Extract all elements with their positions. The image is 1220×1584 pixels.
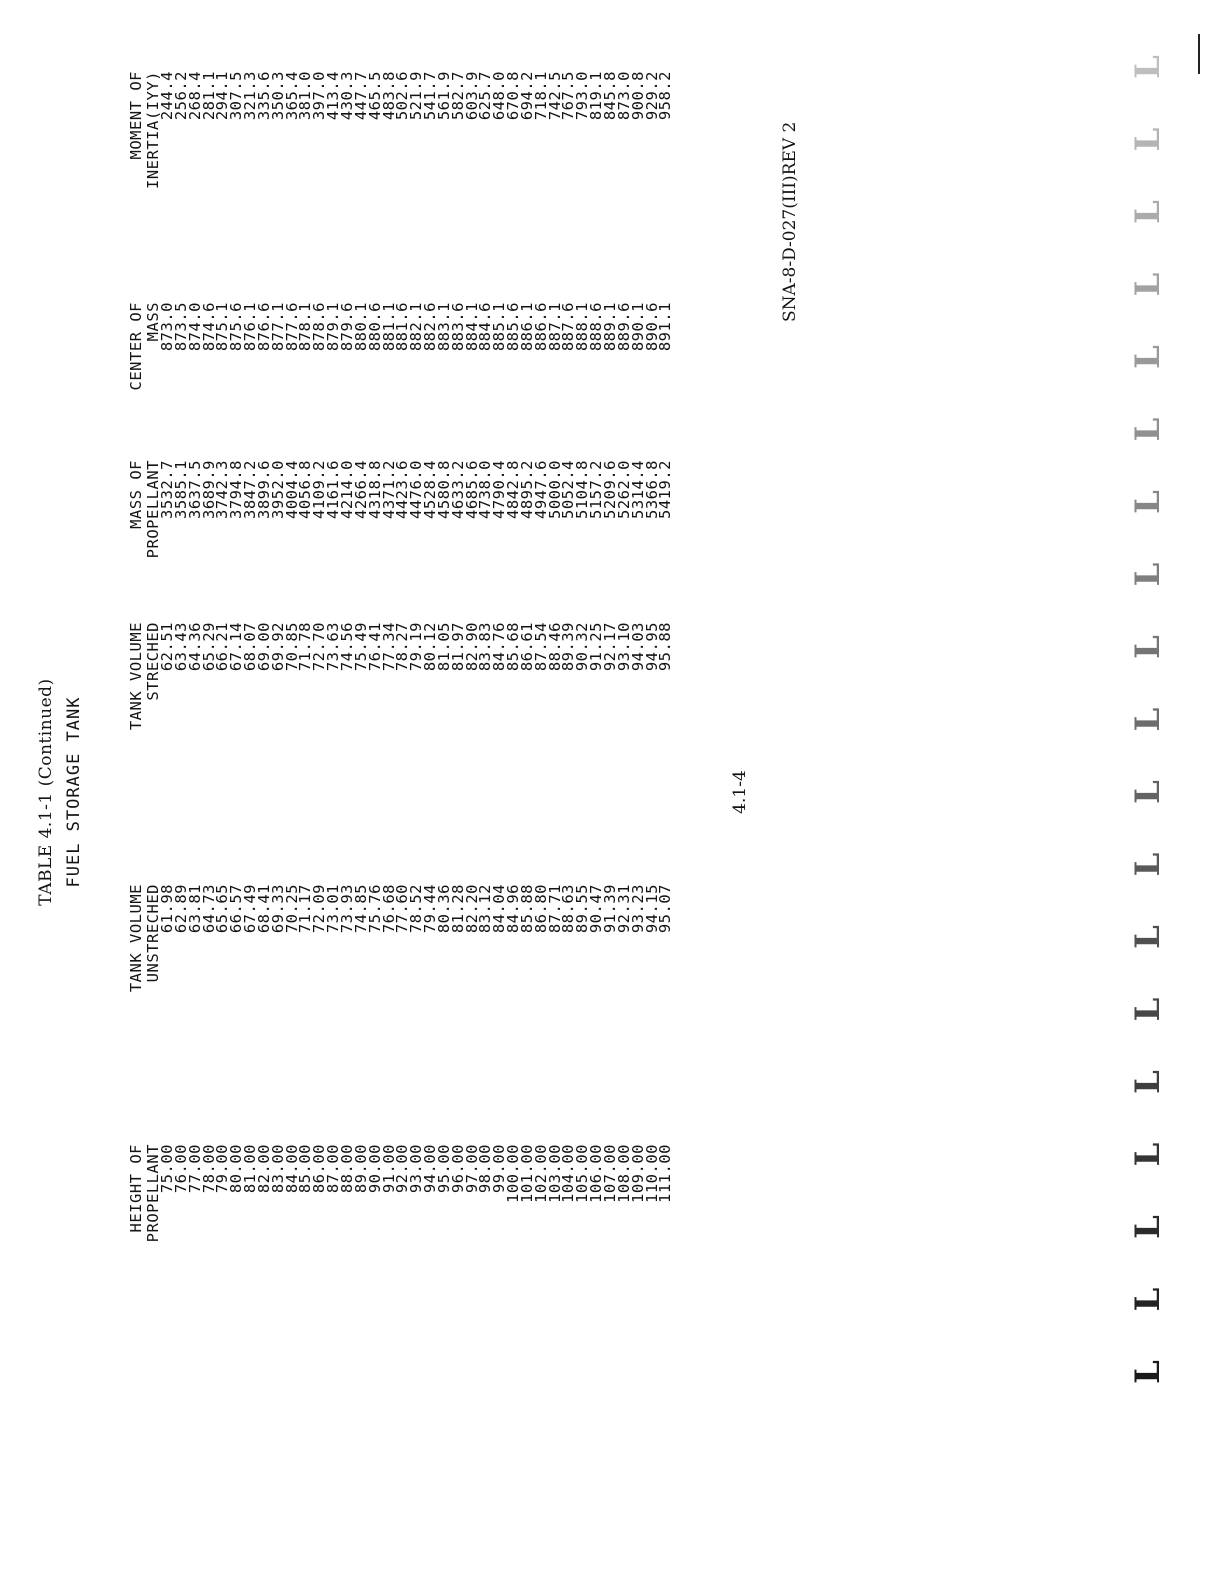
binding-mark: L — [1128, 1215, 1168, 1239]
table-cell: 108.00 — [614, 1144, 633, 1203]
column-header: TANK VOLUME STRECHED — [127, 622, 162, 731]
table-cell: 96.00 — [448, 1144, 467, 1194]
table-cell: 882.6 — [421, 302, 440, 352]
binding-mark: L — [1128, 1070, 1168, 1094]
table-cell: 4371.2 — [379, 460, 398, 519]
table-cell: 3637.5 — [185, 460, 204, 519]
table-cell: 4266.4 — [351, 460, 370, 519]
table-cell: 5104.8 — [573, 460, 592, 519]
binding-mark: L — [1128, 345, 1168, 369]
table-cell: 79.00 — [213, 1144, 232, 1194]
binding-mark: L — [1128, 707, 1168, 732]
table-cell: 81.28 — [448, 884, 467, 934]
table-cell: 75.00 — [158, 1144, 176, 1194]
table-cell: 5419.2 — [656, 460, 675, 519]
table-cell: 74.85 — [351, 884, 370, 934]
table-cell: 4790.4 — [490, 460, 509, 519]
table-cell: 244.4 — [158, 71, 176, 121]
table-cell: 81.05 — [434, 622, 453, 672]
table-cell: 3532.7 — [158, 460, 176, 519]
table-cell: 625.7 — [476, 71, 495, 121]
table-cell: 521.9 — [407, 71, 426, 121]
binding-mark: L — [1128, 490, 1168, 514]
document-id: SNA-8-D-027(III)REV 2 — [780, 121, 800, 322]
table-cell: 70.25 — [282, 884, 301, 934]
table-cell: 61.98 — [158, 884, 176, 934]
binding-mark: L — [1128, 635, 1168, 659]
table-cell: 929.2 — [642, 71, 661, 121]
table-cell: 465.5 — [365, 71, 384, 121]
table-cell: 70.85 — [282, 622, 301, 672]
table-cell: 78.00 — [199, 1144, 218, 1194]
table-cell: 4109.2 — [310, 460, 329, 519]
table-cell: 88.63 — [559, 884, 578, 934]
table-cell: 718.1 — [531, 71, 550, 121]
table-cell: 4318.8 — [365, 460, 384, 519]
binding-mark: L — [1128, 780, 1168, 804]
table-cell: 889.1 — [601, 302, 619, 352]
table-cell: 92.00 — [393, 1144, 412, 1194]
table-cell: 110.00 — [642, 1144, 661, 1203]
table-cell: 3794.8 — [227, 460, 246, 519]
table-cell: 845.8 — [601, 71, 619, 121]
table-cell: 92.17 — [601, 622, 619, 672]
column-header: HEIGHT OF PROPELLANT — [127, 1144, 162, 1243]
table-cell: 886.6 — [531, 302, 550, 352]
table-cell: 873.0 — [158, 302, 176, 352]
table-cell: 93.23 — [628, 884, 647, 934]
table-cell: 73.01 — [324, 884, 343, 934]
binding-mark: L — [1128, 997, 1168, 1022]
table-cell: 5366.8 — [642, 460, 661, 519]
table-cell: 3847.2 — [241, 460, 260, 519]
table-cell: 83.83 — [476, 622, 495, 672]
table-cell: 879.1 — [324, 302, 343, 352]
table-cell: 68.07 — [241, 622, 260, 672]
table-cell: 68.41 — [254, 884, 273, 934]
column-values — [158, 460, 675, 700]
table-cell: 4476.0 — [407, 460, 426, 519]
binding-mark: L — [1128, 272, 1168, 297]
table-cell: 793.0 — [573, 71, 592, 121]
table-cell: 883.1 — [434, 302, 453, 352]
binding-mark: L — [1128, 1287, 1168, 1312]
table-cell: 875.6 — [227, 302, 246, 352]
table-cell: 541.7 — [421, 71, 440, 121]
table-cell: 4685.6 — [462, 460, 481, 519]
binding-mark: L — [1128, 925, 1168, 949]
table-cell: 64.36 — [185, 622, 204, 672]
table-cell: 5052.4 — [559, 460, 578, 519]
column-moment-of-inertia — [128, 71, 673, 286]
table-cell: 294.1 — [213, 71, 232, 121]
table-cell: 603.9 — [462, 71, 481, 121]
table-cell: 72.70 — [310, 622, 329, 672]
table-cell: 82.20 — [462, 884, 481, 934]
table-cell: 307.5 — [227, 71, 246, 121]
table-cell: 881.1 — [379, 302, 398, 352]
table-subtitle: FUEL STORAGE TANK — [64, 696, 84, 888]
table-cell: 4004.4 — [282, 460, 301, 519]
table-cell: 413.4 — [324, 71, 343, 121]
table-cell: 76.00 — [171, 1144, 190, 1194]
table-title: TABLE 4.1-1 (Continued) — [36, 678, 56, 906]
table-cell: 5209.6 — [601, 460, 619, 519]
table-cell: 561.9 — [434, 71, 453, 121]
table-cell: 88.00 — [337, 1144, 356, 1194]
table-cell: 95.00 — [434, 1144, 453, 1194]
table-cell: 85.88 — [517, 884, 536, 934]
table-cell: 92.31 — [614, 884, 633, 934]
column-header: MASS OF PROPELLANT — [127, 460, 162, 559]
table-cell: 85.00 — [296, 1144, 315, 1194]
table-cell: 93.00 — [407, 1144, 426, 1194]
table-cell: 84.04 — [490, 884, 509, 934]
table-cell: 77.60 — [393, 884, 412, 934]
table-cell: 4528.4 — [421, 460, 440, 519]
table-cell: 694.2 — [517, 71, 536, 121]
table-cell: 958.2 — [656, 71, 675, 121]
table-cell: 63.43 — [171, 622, 190, 672]
table-cell: 90.00 — [365, 1144, 384, 1194]
table-cell: 888.1 — [573, 302, 592, 352]
table-cell: 890.1 — [628, 302, 647, 352]
table-cell: 82.00 — [254, 1144, 273, 1194]
table-cell: 3899.6 — [254, 460, 273, 519]
table-cell: 873.5 — [171, 302, 190, 352]
table-cell: 106.00 — [587, 1144, 606, 1203]
column-values — [158, 71, 675, 286]
table-cell: 397.0 — [310, 71, 329, 121]
binding-mark: L — [1128, 127, 1168, 152]
table-cell: 72.09 — [310, 884, 329, 934]
table-cell: 81.97 — [448, 622, 467, 672]
table-cell: 79.19 — [407, 622, 426, 672]
table-cell: 84.00 — [282, 1144, 301, 1194]
table-cell: 86.61 — [517, 622, 536, 672]
table-cell: 889.6 — [614, 302, 633, 352]
table-cell: 876.1 — [241, 302, 260, 352]
table-cell: 66.57 — [227, 884, 246, 934]
table-cell: 884.6 — [476, 302, 495, 352]
table-cell: 79.44 — [421, 884, 440, 934]
table-cell: 81.00 — [241, 1144, 260, 1194]
table-cell: 102.00 — [531, 1144, 550, 1203]
table-cell: 381.0 — [296, 71, 315, 121]
table-cell: 88.46 — [545, 622, 564, 672]
table-cell: 104.00 — [559, 1144, 578, 1203]
table-cell: 95.07 — [656, 884, 675, 934]
table-cell: 98.00 — [476, 1144, 495, 1194]
table-cell: 109.00 — [628, 1144, 647, 1203]
table-cell: 69.92 — [268, 622, 287, 672]
column-values — [158, 1144, 675, 1384]
table-cell: 89.55 — [573, 884, 592, 934]
table-cell: 4214.0 — [337, 460, 356, 519]
table-cell: 94.00 — [421, 1144, 440, 1194]
table-cell: 71.78 — [296, 622, 315, 672]
table-cell: 321.3 — [241, 71, 260, 121]
binding-mark: L — [1128, 1142, 1168, 1167]
table-cell: 83.12 — [476, 884, 495, 934]
table-cell: 62.89 — [171, 884, 190, 934]
table-cell: 87.71 — [545, 884, 564, 934]
table-cell: 878.1 — [296, 302, 315, 352]
column-values — [158, 884, 675, 1124]
table-cell: 502.6 — [393, 71, 412, 121]
table-cell: 3689.9 — [199, 460, 218, 519]
table-cell: 885.6 — [504, 302, 523, 352]
table-cell: 447.7 — [351, 71, 370, 121]
table-cell: 65.65 — [213, 884, 232, 934]
table-cell: 883.6 — [448, 302, 467, 352]
table-cell: 281.1 — [199, 71, 218, 121]
table-cell: 91.00 — [379, 1144, 398, 1194]
table-cell: 99.00 — [490, 1144, 509, 1194]
table-cell: 874.0 — [185, 302, 204, 352]
table-cell: 94.95 — [642, 622, 661, 672]
table-cell: 4423.6 — [393, 460, 412, 519]
binding-mark: L — [1128, 200, 1168, 224]
table-cell: 4842.8 — [504, 460, 523, 519]
table-cell: 75.76 — [365, 884, 384, 934]
table-cell: 881.6 — [393, 302, 412, 352]
table-cell: 874.6 — [199, 302, 218, 352]
table-cell: 75.49 — [351, 622, 370, 672]
table-cell: 86.80 — [531, 884, 550, 934]
table-cell: 86.00 — [310, 1144, 329, 1194]
table-cell: 78.27 — [393, 622, 412, 672]
table-cell: 670.8 — [504, 71, 523, 121]
table-cell: 888.6 — [587, 302, 606, 352]
table-cell: 4895.2 — [517, 460, 536, 519]
table-cell: 819.1 — [587, 71, 606, 121]
table-cell: 875.1 — [213, 302, 232, 352]
table-cell: 878.6 — [310, 302, 329, 352]
table-cell: 83.00 — [268, 1144, 287, 1194]
table-cell: 882.1 — [407, 302, 426, 352]
column-mass-of-propellant — [128, 460, 673, 700]
table-cell: 5262.0 — [614, 460, 633, 519]
table-cell: 648.0 — [490, 71, 509, 121]
table-cell: 73.93 — [337, 884, 356, 934]
table-cell: 89.00 — [351, 1144, 370, 1194]
binding-marks — [1130, 4, 1170, 1384]
table-cell: 887.6 — [559, 302, 578, 352]
table-cell: 887.1 — [545, 302, 564, 352]
binding-mark: L — [1128, 562, 1168, 587]
table-cell: 5157.2 — [587, 460, 606, 519]
table-cell: 77.34 — [379, 622, 398, 672]
table-cell: 350.3 — [268, 71, 287, 121]
table-cell: 3952.0 — [268, 460, 287, 519]
table-cell: 3742.3 — [213, 460, 232, 519]
table-cell: 900.8 — [628, 71, 647, 121]
table-cell: 582.7 — [448, 71, 467, 121]
table-cell: 430.3 — [337, 71, 356, 121]
table-cell: 880.1 — [351, 302, 370, 352]
table-cell: 94.15 — [642, 884, 661, 934]
table-cell: 73.63 — [324, 622, 343, 672]
column-height-of-propellant — [128, 1144, 673, 1384]
column-center-of-mass — [128, 302, 673, 462]
table-cell: 84.96 — [504, 884, 523, 934]
column-values — [158, 302, 675, 462]
table-cell: 877.6 — [282, 302, 301, 352]
column-tank-volume-unstreched — [128, 884, 673, 1124]
table-cell: 100.00 — [504, 1144, 523, 1203]
table-cell: 65.29 — [199, 622, 218, 672]
table-cell: 66.21 — [213, 622, 232, 672]
table-cell: 5314.4 — [628, 460, 647, 519]
table-cell: 886.1 — [517, 302, 536, 352]
table-cell: 76.41 — [365, 622, 384, 672]
table-cell: 880.6 — [365, 302, 384, 352]
table-cell: 80.12 — [421, 622, 440, 672]
table-cell: 3585.1 — [171, 460, 190, 519]
table-cell: 105.00 — [573, 1144, 592, 1203]
table-cell: 890.6 — [642, 302, 661, 352]
table-cell: 93.10 — [614, 622, 633, 672]
table-cell: 77.00 — [185, 1144, 204, 1194]
table-cell: 91.39 — [601, 884, 619, 934]
column-header: CENTER OF MASS — [127, 302, 162, 391]
table-cell: 365.4 — [282, 71, 301, 121]
table-cell: 884.1 — [462, 302, 481, 352]
table-cell: 885.1 — [490, 302, 509, 352]
table-cell: 4056.8 — [296, 460, 315, 519]
table-cell: 95.88 — [656, 622, 675, 672]
table-cell: 483.8 — [379, 71, 398, 121]
table-cell: 64.73 — [199, 884, 218, 934]
table-cell: 4947.6 — [531, 460, 550, 519]
table-cell: 91.25 — [587, 622, 606, 672]
table-cell: 80.00 — [227, 1144, 246, 1194]
table-cell: 111.00 — [656, 1144, 675, 1203]
table-cell: 4633.2 — [448, 460, 467, 519]
table-cell: 76.68 — [379, 884, 398, 934]
column-header: TANK VOLUME UNSTRECHED — [127, 884, 162, 993]
table-cell: 891.1 — [656, 302, 675, 352]
table-cell: 85.68 — [504, 622, 523, 672]
table-cell: 62.51 — [158, 622, 176, 672]
binding-mark: L — [1128, 852, 1168, 877]
table-cell: 78.52 — [407, 884, 426, 934]
table-cell: 80.36 — [434, 884, 453, 934]
table-cell: 89.39 — [559, 622, 578, 672]
table-cell: 5000.0 — [545, 460, 564, 519]
page-number: 4.1-4 — [730, 770, 750, 814]
table-cell: 877.1 — [268, 302, 287, 352]
table-cell: 335.6 — [254, 71, 273, 121]
table-cell: 107.00 — [601, 1144, 619, 1203]
margin-tick-mark — [1198, 34, 1200, 74]
table-cell: 256.2 — [171, 71, 190, 121]
table-cell: 69.00 — [254, 622, 273, 672]
binding-mark: L — [1128, 55, 1168, 79]
table-cell: 103.00 — [545, 1144, 564, 1203]
table-cell: 4580.8 — [434, 460, 453, 519]
table-cell: 82.90 — [462, 622, 481, 672]
table-cell: 101.00 — [517, 1144, 536, 1203]
table-cell: 87.54 — [531, 622, 550, 672]
table-cell: 879.6 — [337, 302, 356, 352]
table-cell: 268.4 — [185, 71, 204, 121]
table-cell: 873.0 — [614, 71, 633, 121]
table-cell: 97.00 — [462, 1144, 481, 1194]
table-cell: 67.14 — [227, 622, 246, 672]
table-cell: 90.47 — [587, 884, 606, 934]
table-cell: 876.6 — [254, 302, 273, 352]
table-cell: 90.32 — [573, 622, 592, 672]
table-cell: 84.76 — [490, 622, 509, 672]
binding-mark: L — [1128, 1360, 1168, 1384]
table-cell: 63.81 — [185, 884, 204, 934]
table-cell: 69.33 — [268, 884, 287, 934]
table-cell: 4738.0 — [476, 460, 495, 519]
table-cell: 74.56 — [337, 622, 356, 672]
table-cell: 767.5 — [559, 71, 578, 121]
column-header: MOMENT OF INERTIA(IYY) — [127, 71, 162, 189]
binding-mark: L — [1128, 417, 1168, 442]
table-cell: 4161.6 — [324, 460, 343, 519]
table-cell: 67.49 — [241, 884, 260, 934]
table-cell: 94.03 — [628, 622, 647, 672]
table-cell: 71.17 — [296, 884, 315, 934]
table-cell: 87.00 — [324, 1144, 343, 1194]
table-cell: 742.5 — [545, 71, 564, 121]
